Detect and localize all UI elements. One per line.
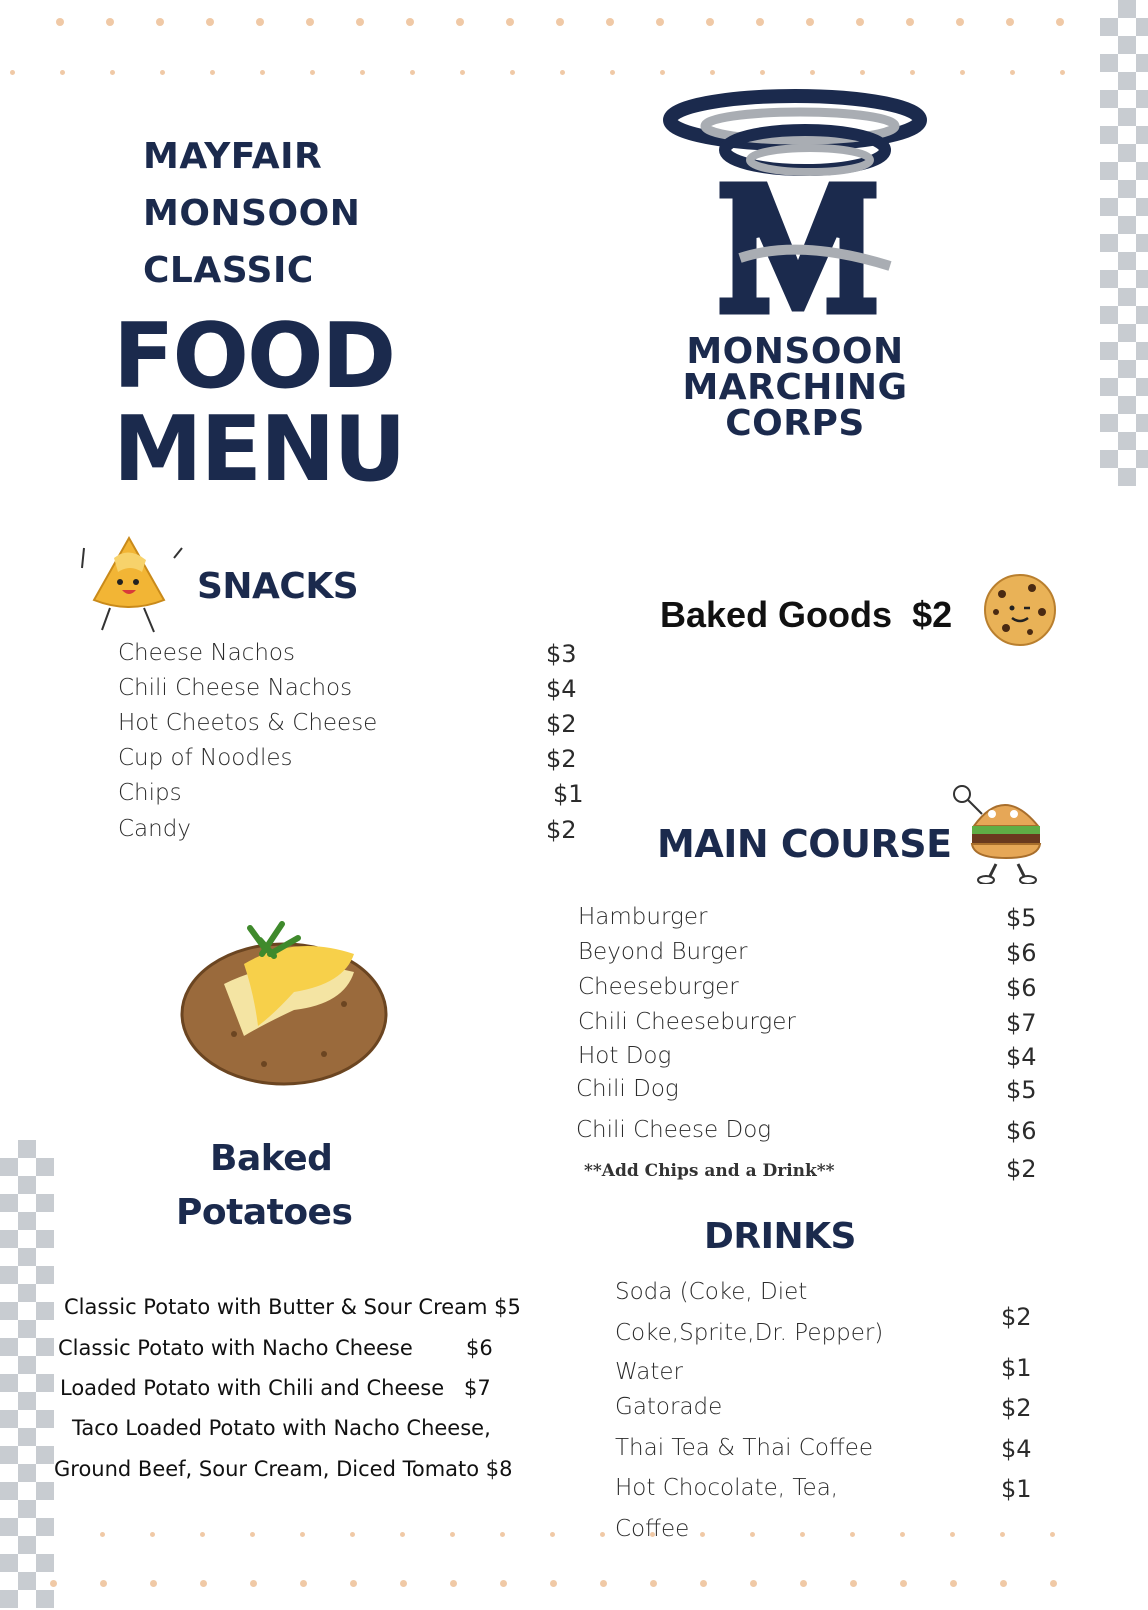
main-item-price: $4 — [1006, 1043, 1037, 1071]
checker-square — [0, 1590, 18, 1608]
decor-dot — [210, 70, 215, 75]
baked-goods-price: $2 — [912, 594, 953, 635]
main-item-price: $6 — [1006, 974, 1037, 1002]
decor-dot — [150, 1580, 157, 1587]
snack-item-name: Hot Cheetos & Cheese — [118, 710, 378, 736]
checker-square — [36, 1374, 54, 1392]
snack-item-price: $2 — [546, 745, 577, 773]
baked-potato-icon — [174, 914, 394, 1094]
decor-dot — [10, 70, 15, 75]
main-item-name: Chili Cheese Dog — [576, 1117, 772, 1143]
checker-square — [0, 1518, 18, 1536]
decor-dot — [850, 1580, 857, 1587]
checker-square — [18, 1572, 36, 1590]
snack-item-name: Candy — [118, 816, 191, 842]
potato-loaded-chili-price: $7 — [464, 1376, 491, 1400]
decor-dot — [550, 1580, 557, 1587]
decor-dot — [510, 70, 515, 75]
decor-dot — [300, 1580, 307, 1587]
decor-dot — [806, 18, 814, 26]
snack-item-name: Cup of Noodles — [118, 745, 293, 771]
decor-dot — [1050, 1532, 1055, 1537]
main-item-price: $5 — [1006, 904, 1037, 932]
left-checker-strip — [0, 1140, 54, 1610]
addon-label: **Add Chips and a Drink** — [584, 1161, 835, 1181]
main-item-name: Chili Dog — [576, 1076, 679, 1102]
decor-dot — [700, 1532, 705, 1537]
decor-dot — [310, 70, 315, 75]
checker-square — [36, 1302, 54, 1320]
checker-square — [1118, 108, 1136, 126]
decor-dot — [760, 70, 765, 75]
decor-dot — [1056, 18, 1064, 26]
decor-dot — [400, 1580, 407, 1587]
snack-item-price: $4 — [546, 675, 577, 703]
drink-item-price: $2 — [1001, 1303, 1032, 1331]
decor-dot — [860, 70, 865, 75]
decor-dot — [356, 18, 364, 26]
decor-dot — [750, 1580, 757, 1587]
header-line-monsoon: MONSOON — [143, 193, 361, 234]
right-checker-strip — [1100, 0, 1148, 480]
decor-dot — [950, 1532, 955, 1537]
checker-square — [36, 1482, 54, 1500]
potato-taco-line2: Ground Beef, Sour Cream, Diced Tomato $8 — [54, 1457, 513, 1481]
checker-square — [1136, 126, 1148, 144]
checker-square — [18, 1536, 36, 1554]
checker-square — [0, 1374, 18, 1392]
checker-square — [36, 1590, 54, 1608]
checker-square — [1136, 234, 1148, 252]
checker-square — [1100, 270, 1118, 288]
checker-square — [36, 1338, 54, 1356]
decor-dot — [1000, 1532, 1005, 1537]
main-item-price: $6 — [1006, 1117, 1037, 1145]
snack-item-name: Chips — [118, 780, 182, 806]
tornado-m-icon — [660, 88, 930, 328]
main-item-price: $6 — [1006, 939, 1037, 967]
decor-dot — [160, 70, 165, 75]
main-item-name: Cheeseburger — [578, 974, 739, 1000]
decor-dot — [960, 70, 965, 75]
checker-square — [1100, 378, 1118, 396]
decor-dot — [250, 1532, 255, 1537]
checker-square — [36, 1446, 54, 1464]
checker-square — [36, 1230, 54, 1248]
decor-dot — [150, 1532, 155, 1537]
checker-square — [1118, 180, 1136, 198]
baked-potatoes-title-line1: Baked — [210, 1138, 333, 1179]
drink-item-name: Gatorade — [615, 1394, 723, 1420]
baked-goods-label: Baked Goods — [660, 594, 893, 635]
checker-square — [1118, 324, 1136, 342]
checker-square — [1118, 252, 1136, 270]
decor-dot — [256, 18, 264, 26]
checker-square — [1136, 90, 1148, 108]
checker-square — [0, 1302, 18, 1320]
decor-dot — [910, 70, 915, 75]
checker-square — [1118, 468, 1136, 486]
checker-square — [1136, 54, 1148, 72]
checker-square — [1100, 342, 1118, 360]
checker-square — [1136, 342, 1148, 360]
decor-dot — [800, 1580, 807, 1587]
potato-classic-nacho-price: $6 — [466, 1336, 493, 1360]
checker-square — [1118, 396, 1136, 414]
drink-item-price: $1 — [1001, 1475, 1032, 1503]
decor-dot — [900, 1580, 907, 1587]
main-item-name: Hamburger — [578, 904, 708, 930]
decor-dot — [750, 1532, 755, 1537]
checker-square — [18, 1284, 36, 1302]
decor-dot — [110, 70, 115, 75]
checker-square — [1100, 162, 1118, 180]
decor-dot — [106, 18, 114, 26]
decor-dot — [250, 1580, 257, 1587]
drink-item-name-cont: Coffee — [615, 1516, 690, 1542]
checker-square — [0, 1554, 18, 1572]
decor-dot — [506, 18, 514, 26]
decor-dot — [100, 1580, 107, 1587]
checker-square — [18, 1140, 36, 1158]
checker-square — [1100, 450, 1118, 468]
decor-dot — [200, 1580, 207, 1587]
decor-dot — [300, 1532, 305, 1537]
decor-dot — [850, 1532, 855, 1537]
checker-square — [36, 1554, 54, 1572]
checker-square — [1118, 432, 1136, 450]
decor-dot — [156, 18, 164, 26]
checker-square — [1118, 216, 1136, 234]
decor-dot — [556, 18, 564, 26]
checker-square — [18, 1212, 36, 1230]
decor-dot — [500, 1532, 505, 1537]
checker-square — [1136, 18, 1148, 36]
checker-square — [1118, 72, 1136, 90]
nacho-icon — [74, 528, 184, 638]
checker-square — [1118, 360, 1136, 378]
checker-square — [0, 1446, 18, 1464]
snack-item-name: Cheese Nachos — [118, 640, 295, 666]
checker-square — [18, 1500, 36, 1518]
addon-price: $2 — [1006, 1155, 1037, 1183]
checker-square — [36, 1410, 54, 1428]
decor-dot — [660, 70, 665, 75]
decor-dot — [456, 18, 464, 26]
decor-dot — [656, 18, 664, 26]
decor-dot — [360, 70, 365, 75]
checker-square — [36, 1194, 54, 1212]
main-item-price: $5 — [1006, 1076, 1037, 1104]
checker-square — [1136, 378, 1148, 396]
checker-square — [18, 1428, 36, 1446]
header-menu: MENU — [113, 397, 405, 502]
checker-square — [1100, 198, 1118, 216]
main-course-title: MAIN COURSE — [657, 822, 952, 866]
checker-square — [1118, 288, 1136, 306]
decor-dot — [1010, 70, 1015, 75]
snack-item-price: $1 — [553, 780, 584, 808]
checker-square — [0, 1194, 18, 1212]
decor-dot — [600, 1580, 607, 1587]
decor-dot — [856, 18, 864, 26]
decor-dot — [450, 1580, 457, 1587]
potato-classic-nacho: Classic Potato with Nacho Cheese — [58, 1336, 413, 1360]
snack-item-price: $3 — [546, 640, 577, 668]
decor-dot — [400, 1532, 405, 1537]
decor-dot — [1000, 1580, 1007, 1587]
checker-square — [1136, 414, 1148, 432]
main-item-name: Beyond Burger — [578, 939, 748, 965]
checker-square — [1136, 198, 1148, 216]
decor-dot — [100, 1532, 105, 1537]
drink-item-price: $4 — [1001, 1435, 1032, 1463]
decor-dot — [306, 18, 314, 26]
checker-square — [1100, 306, 1118, 324]
checker-square — [36, 1518, 54, 1536]
checker-square — [1100, 18, 1118, 36]
snack-item-price: $2 — [546, 710, 577, 738]
header-line-mayfair: MAYFAIR — [143, 136, 323, 177]
decor-dot — [800, 1532, 805, 1537]
checker-square — [1118, 144, 1136, 162]
decor-dot — [60, 70, 65, 75]
checker-square — [0, 1266, 18, 1284]
checker-square — [18, 1464, 36, 1482]
decor-dot — [600, 1532, 605, 1537]
decor-dot — [606, 18, 614, 26]
baked-potatoes-title-line2: Potatoes — [176, 1192, 353, 1233]
checker-square — [0, 1338, 18, 1356]
decor-dot — [350, 1532, 355, 1537]
decor-dot — [200, 1532, 205, 1537]
decor-dot — [550, 1532, 555, 1537]
checker-square — [36, 1158, 54, 1176]
decor-dot — [710, 70, 715, 75]
main-item-price: $7 — [1006, 1009, 1037, 1037]
decor-dot — [260, 70, 265, 75]
decor-dot — [706, 18, 714, 26]
checker-square — [18, 1248, 36, 1266]
logo-line-marching: MARCHING — [682, 367, 908, 408]
burger-icon — [948, 780, 1052, 884]
checker-square — [1136, 270, 1148, 288]
checker-square — [18, 1356, 36, 1374]
decor-dot — [1060, 70, 1065, 75]
decor-dot — [406, 18, 414, 26]
decor-dot — [410, 70, 415, 75]
drink-item-name: Water — [615, 1359, 683, 1385]
baked-goods-line — [660, 594, 952, 636]
checker-square — [1100, 414, 1118, 432]
potato-loaded-chili: Loaded Potato with Chili and Cheese — [60, 1376, 445, 1400]
checker-square — [0, 1158, 18, 1176]
decor-dot — [1006, 18, 1014, 26]
checker-square — [1100, 54, 1118, 72]
potato-classic-butter: Classic Potato with Butter & Sour Cream $5 — [64, 1295, 521, 1319]
decor-dot — [756, 18, 764, 26]
decor-dot — [560, 70, 565, 75]
drink-item-name: Thai Tea & Thai Coffee — [615, 1435, 874, 1461]
drinks-title: DRINKS — [704, 1216, 856, 1257]
checker-square — [1100, 90, 1118, 108]
snack-item-name: Chili Cheese Nachos — [118, 675, 353, 701]
checker-square — [0, 1482, 18, 1500]
decor-dot — [500, 1580, 507, 1587]
decor-dot — [810, 70, 815, 75]
decor-dot — [956, 18, 964, 26]
header-food: FOOD — [113, 304, 395, 409]
decor-dot — [1050, 1580, 1057, 1587]
decor-dot — [700, 1580, 707, 1587]
header-line-classic: CLASSIC — [143, 250, 314, 291]
decor-dot — [906, 18, 914, 26]
potato-taco-line1: Taco Loaded Potato with Nacho Cheese, — [72, 1416, 491, 1440]
cookie-icon — [982, 572, 1058, 648]
logo-line-monsoon: MONSOON — [686, 331, 904, 372]
snack-item-price: $2 — [546, 816, 577, 844]
snacks-title: SNACKS — [197, 566, 359, 607]
main-item-name: Hot Dog — [578, 1043, 672, 1069]
drink-item-price: $1 — [1001, 1354, 1032, 1382]
main-item-name: Chili Cheeseburger — [578, 1009, 796, 1035]
checker-square — [18, 1392, 36, 1410]
checker-square — [18, 1176, 36, 1194]
logo-line-corps: CORPS — [725, 403, 865, 444]
drink-item-name: Soda (Coke, Diet — [615, 1279, 808, 1305]
checker-square — [0, 1230, 18, 1248]
monsoon-marching-corps-logo — [660, 88, 930, 448]
decor-dot — [900, 1532, 905, 1537]
decor-dot — [460, 70, 465, 75]
checker-square — [0, 1410, 18, 1428]
decor-dot — [56, 18, 64, 26]
checker-square — [1136, 450, 1148, 468]
decor-dot — [950, 1580, 957, 1587]
checker-square — [18, 1320, 36, 1338]
decor-dot — [610, 70, 615, 75]
checker-square — [1118, 0, 1136, 18]
checker-square — [36, 1266, 54, 1284]
drink-item-price: $2 — [1001, 1394, 1032, 1422]
drink-item-name-cont: Coke,Sprite,Dr. Pepper) — [615, 1320, 884, 1346]
checker-square — [1100, 234, 1118, 252]
decor-dot — [350, 1580, 357, 1587]
decor-dot — [650, 1580, 657, 1587]
decor-dot — [206, 18, 214, 26]
checker-square — [1118, 36, 1136, 54]
decor-dot — [450, 1532, 455, 1537]
checker-square — [1100, 126, 1118, 144]
checker-square — [1136, 306, 1148, 324]
checker-square — [1136, 162, 1148, 180]
drink-item-name: Hot Chocolate, Tea, — [615, 1475, 839, 1501]
